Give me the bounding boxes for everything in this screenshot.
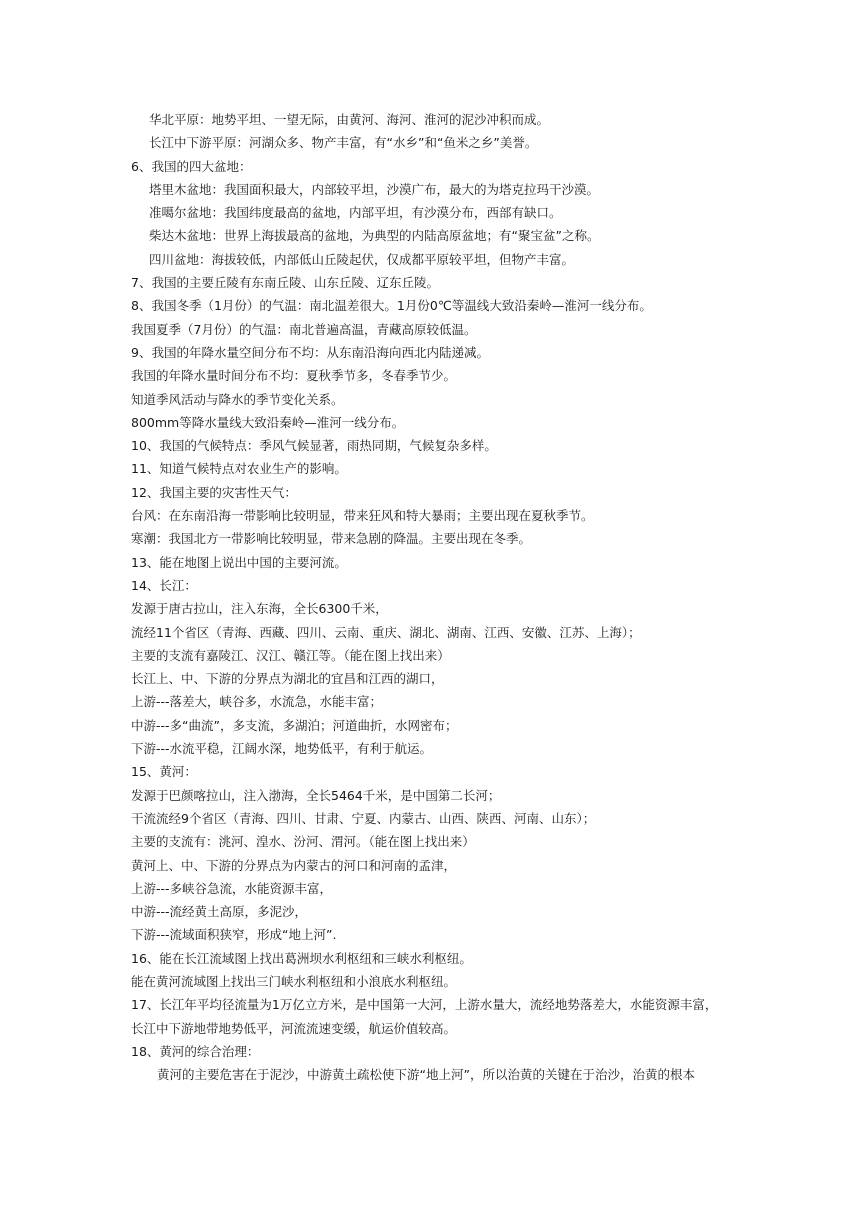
text-line: 主要的支流有：洮河、湟水、汾河、渭河。（能在图上找出来） bbox=[131, 834, 475, 850]
section-heading: 14、长江： bbox=[131, 577, 197, 593]
section-heading: 8、我国冬季（1月份）的气温：南北温差很大。1月份0℃等温线大致沿秦岭—淮河一线分布。 bbox=[131, 298, 652, 314]
text-line: 发源于巴颜喀拉山，注入渤海，全长5464千米，是中国第二长河； bbox=[131, 787, 501, 803]
text-line: 流经11个省区（青海、西藏、四川、云南、重庆、湖北、湖南、江西、安徽、江苏、上海）； bbox=[131, 624, 641, 640]
section-heading: 15、黄河： bbox=[131, 764, 197, 780]
section-heading: 18、黄河的综合治理： bbox=[131, 1043, 260, 1059]
text-line: 塔里木盆地：我国面积最大，内部较平坦，沙漠广布，最大的为塔克拉玛干沙漠。 bbox=[149, 181, 600, 197]
text-line: 知道季风活动与降水的季节变化关系。 bbox=[131, 391, 344, 407]
section-heading: 7、我国的主要丘陵有东南丘陵、山东丘陵、辽东丘陵。 bbox=[131, 275, 439, 291]
text-line: 四川盆地：海拔较低，内部低山丘陵起伏，仅成都平原较平坦，但物产丰富。 bbox=[149, 251, 575, 267]
section-heading: 12、我国主要的灾害性天气： bbox=[131, 484, 297, 500]
text-line: 华北平原：地势平坦、一望无际，由黄河、海河、淮河的泥沙冲积而成。 bbox=[149, 112, 550, 127]
text-line: 准噶尔盆地：我国纬度最高的盆地，内部平坦，有沙漠分布，西部有缺口。 bbox=[149, 205, 562, 221]
section-heading: 6、我国的四大盆地： bbox=[131, 158, 252, 174]
text-line: 下游---水流平稳，江阔水深，地势低平，有利于航运。 bbox=[131, 741, 433, 757]
text-line: 我国的年降水量时间分布不均：夏秋季节多，冬春季节少。 bbox=[131, 368, 457, 384]
document-body bbox=[0, 108, 860, 1086]
text-line: 长江中下游地带地势低平，河流流速变缓，航运价值较高。 bbox=[131, 1020, 457, 1036]
text-line: 我国夏季（7月份）的气温：南北普遍高温，青藏高原较低温。 bbox=[131, 321, 477, 337]
text-line: 发源于唐古拉山，注入东海，全长6300千米， bbox=[131, 601, 388, 617]
text-line: 台风：在东南沿海一带影响比较明显，带来狂风和特大暴雨；主要出现在夏秋季节。 bbox=[131, 508, 594, 524]
text-line: 中游---流经黄土高原，多泥沙， bbox=[131, 904, 308, 920]
section-heading: 11、知道气候特点对农业生产的影响。 bbox=[131, 461, 347, 477]
section-heading: 16、能在长江流域图上找出葛洲坝水利枢纽和三峡水利枢纽。 bbox=[131, 950, 472, 966]
text-line: 主要的支流有嘉陵江、汉江、赣江等。（能在图上找出来） bbox=[131, 647, 450, 663]
section-heading: 13、能在地图上说出中国的主要河流。 bbox=[131, 554, 347, 570]
text-line: 上游---落差大，峡谷多，水流急，水能丰富； bbox=[131, 694, 383, 710]
section-heading: 9、我国的年降水量空间分布不均：从东南沿海向西北内陆递减。 bbox=[131, 344, 489, 360]
text-line: 寒潮：我国北方一带影响比较明显，带来急剧的降温。主要出现在冬季。 bbox=[131, 531, 532, 547]
text-line: 中游---多“曲流”，多支流，多湖泊；河道曲折，水网密布； bbox=[131, 717, 458, 733]
text-line: 上游---多峡谷急流，水能资源丰富， bbox=[131, 880, 333, 896]
text-line: 干流流经9个省区（青海、四川、甘肃、宁夏、内蒙古、山西、陕西、河南、山东）； bbox=[131, 810, 596, 826]
section-heading: 10、我国的气候特点：季风气候显著，雨热同期，气候复杂多样。 bbox=[131, 438, 497, 454]
text-line: 柴达木盆地：世界上海拔最高的盆地，为典型的内陆高原盆地；有“聚宝盆”之称。 bbox=[149, 228, 600, 244]
text-line: 长江中下游平原：河湖众多、物产丰富，有“水乡”和“鱼米之乡”美誉。 bbox=[149, 135, 538, 151]
text-line: 黄河的主要危害在于泥沙，中游黄土疏松使下游“地上河”，所以治黄的关键在于治沙，治黄的根本 bbox=[157, 1067, 695, 1083]
text-line: 能在黄河流域图上找出三门峡水利枢纽和小浪底水利枢纽。 bbox=[131, 973, 457, 989]
text-line: 下游---流域面积狭窄，形成“地上河”. bbox=[131, 927, 337, 943]
text-line: 长江上、中、下游的分界点为湖北的宜昌和江西的湖口， bbox=[131, 671, 444, 687]
text-line: 800mm等降水量线大致沿秦岭—淮河一线分布。 bbox=[131, 414, 405, 430]
section-heading: 17、长江年平均径流量为1万亿立方米，是中国第一大河，上游水量大，流经地势落差大，水能资源丰富， bbox=[131, 997, 718, 1013]
text-line: 黄河上、中、下游的分界点为内蒙古的河口和河南的孟津， bbox=[131, 857, 457, 873]
